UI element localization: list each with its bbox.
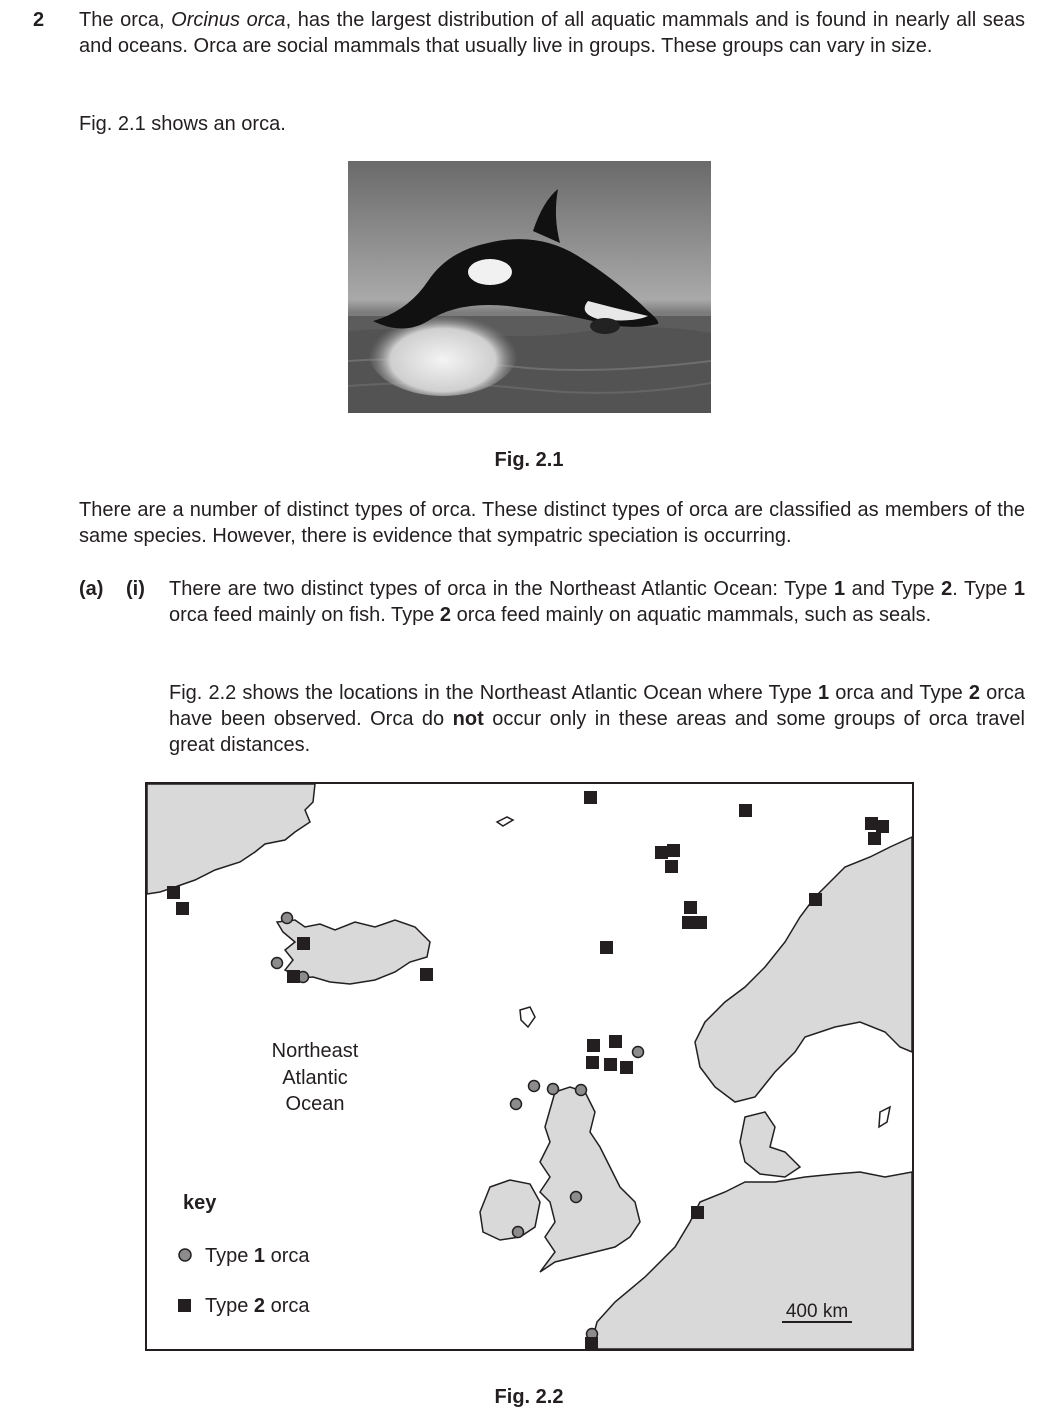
part-i-text: [169, 576, 1025, 628]
type2-marker: [667, 844, 680, 857]
intro-text-2: , has the largest distribution of all aquatic mammals and is found in nearly all seas and oceans. Orca are social mammals that usually live in groups. These groups can vary in size.: [79, 9, 1025, 57]
type2-marker: [585, 1337, 598, 1350]
type2-marker: [287, 970, 300, 983]
text-seg: orca have been observed. Orca do: [169, 682, 1025, 730]
type1-marker: [272, 958, 283, 969]
type2-marker: [584, 791, 597, 804]
key-type1-symbol: [179, 1249, 191, 1261]
text-seg: There are two distinct types of orca in the Northeast Atlantic Ocean: Type: [169, 578, 834, 600]
type2-marker: [682, 916, 695, 929]
text-seg: . Type: [952, 578, 1014, 600]
ocean-label-line1: Northeast: [271, 1040, 359, 1062]
type2-marker: [739, 804, 752, 817]
ocean-label-line2: Atlantic: [282, 1067, 348, 1089]
intro-text-1: The orca,: [79, 9, 172, 31]
bold-not: not: [452, 708, 484, 730]
key-type2-symbol: [178, 1299, 191, 1312]
type2-marker: [809, 893, 822, 906]
type2-marker: [684, 901, 697, 914]
fig1-caption: Fig. 2.1: [494, 449, 564, 471]
type1-marker: [571, 1192, 582, 1203]
type1-marker: [511, 1099, 522, 1110]
bold-1: 1: [833, 578, 846, 600]
type1-marker: [548, 1084, 559, 1095]
bold-2: 2: [439, 604, 452, 626]
types-paragraph: There are a number of distinct types of orca. These distinct types of orca are classified as members of the same species. However, there is evidence that sympatric speciation is occurring.: [79, 499, 1025, 547]
type2-marker: [691, 1206, 704, 1219]
part-i-label: (i): [126, 578, 145, 600]
type2-marker: [665, 860, 678, 873]
text-seg: orca feed mainly on aquatic mammals, such as seals.: [451, 604, 932, 626]
type1-marker: [529, 1081, 540, 1092]
part-a-label: (a): [79, 578, 104, 600]
intro-paragraph: [79, 7, 1025, 59]
type1-marker: [633, 1047, 644, 1058]
species-name: Orcinus orca: [171, 9, 286, 31]
type1-marker: [576, 1085, 587, 1096]
type1-marker: [513, 1227, 524, 1238]
type2-marker: [655, 846, 668, 859]
type2-marker: [420, 968, 433, 981]
text-seg: orca feed mainly on fish. Type: [169, 604, 440, 626]
type2-marker: [868, 832, 881, 845]
type2-marker: [620, 1061, 633, 1074]
fig2-description: [169, 680, 1025, 758]
type2-marker: [600, 941, 613, 954]
type2-marker: [167, 886, 180, 899]
fig2-caption: Fig. 2.2: [494, 1386, 564, 1408]
bold-1: 1: [817, 682, 830, 704]
type2-marker: [586, 1056, 599, 1069]
bold-2: 2: [941, 578, 953, 600]
type2-marker: [694, 916, 707, 929]
key-type1-label: Type 1 orca: [205, 1245, 310, 1267]
type1-marker: [282, 913, 293, 924]
text-seg: occur only in these areas and some groups of orca travel great distances.: [169, 708, 1025, 756]
bold-1: 1: [1013, 578, 1025, 600]
type2-marker: [587, 1039, 600, 1052]
type2-marker: [604, 1058, 617, 1071]
scale-label: 400 km: [785, 1301, 849, 1322]
type2-marker: [876, 820, 889, 833]
question-number: 2: [33, 9, 45, 31]
type2-marker: [297, 937, 310, 950]
fig1-reference: Fig. 2.1 shows an orca.: [79, 113, 286, 135]
text-seg: orca and Type: [829, 682, 969, 704]
key-type2-label: Type 2 orca: [205, 1295, 310, 1317]
text-seg: Fig. 2.2 shows the locations in the Northeast Atlantic Ocean where Type: [169, 682, 818, 704]
text-seg: and Type: [845, 578, 942, 600]
type2-marker: [609, 1035, 622, 1048]
type2-marker: [176, 902, 189, 915]
ocean-label-line3: Ocean: [285, 1093, 345, 1115]
key-title: key: [183, 1192, 217, 1214]
orca-location-map: [145, 782, 914, 1351]
bold-2: 2: [968, 682, 980, 704]
orca-photo: [348, 161, 711, 413]
